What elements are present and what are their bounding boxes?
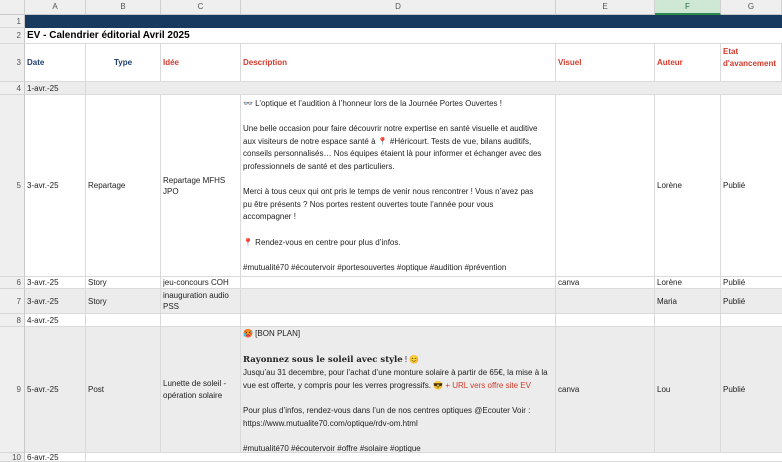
column-header-f[interactable]: F <box>655 0 721 15</box>
cell-f7[interactable]: Maria <box>655 289 721 314</box>
desc-line3-text: vue est offerte, y compris pour les verres progressifs. 😎 <box>243 380 446 390</box>
desc-line: pu être présents ? Nos portes restent ouvertes toute l’année pour vous <box>243 199 494 209</box>
header-auteur[interactable]: Auteur <box>655 44 721 82</box>
row-header-1[interactable]: 1 <box>0 15 25 28</box>
row-header-5[interactable]: 5 <box>0 95 25 277</box>
cell-c9[interactable]: Lunette de soleil - opération solaire <box>161 327 241 453</box>
header-etat[interactable]: Etat d'avancement <box>721 44 782 82</box>
cell-d5-description[interactable] <box>241 95 556 277</box>
desc-line: professionnels de santé et des particuliers. <box>243 161 395 171</box>
desc-spacer <box>243 392 553 405</box>
row-header-4[interactable]: 4 <box>0 82 25 95</box>
desc-spacer <box>243 341 553 354</box>
cell-c5[interactable]: Repartage MFHS JPO <box>161 95 241 277</box>
row-10-fill[interactable] <box>86 453 782 462</box>
column-header-b[interactable]: B <box>86 0 161 15</box>
cell-a6[interactable]: 3-avr.-25 <box>25 277 86 289</box>
select-all-corner[interactable] <box>0 0 25 15</box>
cell-a9[interactable]: 5-avr.-25 <box>25 327 86 453</box>
desc-line: Merci à tous ceux qui ont pris le temps de venir nous rencontrer ! Vous n’avez pas <box>243 187 534 197</box>
cell-a8[interactable]: 4-avr.-25 <box>25 314 86 327</box>
desc-heading-line <box>243 353 553 367</box>
cell-g5[interactable]: Publié <box>721 95 782 277</box>
cell-f8[interactable] <box>655 314 721 327</box>
sheet-title[interactable]: EV - Calendrier éditorial Avril 2025 <box>25 28 782 44</box>
desc-heading-tail: ! 😊 <box>402 355 420 365</box>
cell-b6[interactable]: Story <box>86 277 161 289</box>
desc-line <box>243 111 553 124</box>
desc-line <box>243 380 553 393</box>
header-visuel[interactable]: Visuel <box>556 44 655 82</box>
cell-d8[interactable] <box>241 314 556 327</box>
header-date[interactable]: Date <box>25 44 86 82</box>
row-4-fill[interactable] <box>86 82 782 95</box>
cell-a7[interactable]: 3-avr.-25 <box>25 289 86 314</box>
cell-a10[interactable]: 6-avr.-25 <box>25 453 86 462</box>
cell-f5[interactable]: Lorène <box>655 95 721 277</box>
cell-c8[interactable] <box>161 314 241 327</box>
cell-d9-description[interactable] <box>241 327 556 453</box>
column-header-c[interactable]: C <box>161 0 241 15</box>
column-header-a[interactable]: A <box>25 0 86 15</box>
cell-a4[interactable]: 1-avr.-25 <box>25 82 86 95</box>
cell-e7[interactable] <box>556 289 655 314</box>
row-header-8[interactable]: 8 <box>0 314 25 327</box>
cell-c7[interactable]: inauguration audio PSS <box>161 289 241 314</box>
desc-line <box>243 174 553 187</box>
cell-g6[interactable]: Publié <box>721 277 782 289</box>
cell-c6[interactable]: jeu-concours COH <box>161 277 241 289</box>
column-header-g[interactable]: G <box>721 0 782 15</box>
desc-line: accompagner ! <box>243 212 296 222</box>
cell-d6[interactable] <box>241 277 556 289</box>
cell-d7[interactable] <box>241 289 556 314</box>
row-header-2[interactable]: 2 <box>0 28 25 44</box>
row-header-9[interactable]: 9 <box>0 327 25 453</box>
desc-line <box>243 249 553 262</box>
desc-line: #mutualité70 #écoutervoir #portesouvertes #optique #audition #prévention <box>243 262 507 272</box>
desc-line: 🥵 [BON PLAN] <box>243 329 301 338</box>
banner-row[interactable] <box>25 15 782 28</box>
cell-b7[interactable]: Story <box>86 289 161 314</box>
cell-g7[interactable]: Publié <box>721 289 782 314</box>
desc-heading: Rayonnez sous le soleil avec style <box>243 355 403 366</box>
desc-line: Pour plus d’infos, rendez-vous dans l’un de nos centres optiques @Ecouter Voir : <box>243 405 531 415</box>
desc-spacer <box>243 430 553 443</box>
row-header-10[interactable]: 10 <box>0 453 25 462</box>
cell-e5[interactable] <box>556 95 655 277</box>
cell-b5[interactable]: Repartage <box>86 95 161 277</box>
row-header-6[interactable]: 6 <box>0 277 25 289</box>
header-idee[interactable]: Idée <box>161 44 241 82</box>
desc-line: 📍 Rendez-vous en centre pour plus d’infos. <box>243 237 401 247</box>
cell-a5[interactable]: 3-avr.-25 <box>25 95 86 277</box>
cell-g9[interactable]: Publié <box>721 327 782 453</box>
desc-line: https://www.mutualite70.com/optique/rdv-om.html <box>243 418 418 428</box>
cell-e9[interactable]: canva <box>556 327 655 453</box>
row-header-7[interactable]: 7 <box>0 289 25 314</box>
header-type[interactable]: Type <box>86 44 161 82</box>
desc-line: aux visiteurs de notre espace santé à 📍 #Héricourt. Tests de vue, bilans auditifs, <box>243 136 532 146</box>
desc-line: conseils personnalisés… Nos équipes étaient là pour informer et échanger avec des <box>243 149 542 159</box>
cell-e8[interactable] <box>556 314 655 327</box>
desc-line <box>243 224 553 237</box>
cell-b9[interactable]: Post <box>86 327 161 453</box>
header-description[interactable]: Description <box>241 44 556 82</box>
desc-line: #mutualité70 #écoutervoir #offre #solaire #optique <box>243 443 421 453</box>
column-header-e[interactable]: E <box>556 0 655 15</box>
cell-g8[interactable] <box>721 314 782 327</box>
cell-f9[interactable]: Lou <box>655 327 721 453</box>
desc-url-note: + URL vers offre site EV <box>445 380 531 390</box>
desc-line: Une belle occasion pour faire découvrir notre expertise en santé visuelle et auditive <box>243 124 538 134</box>
cell-b8[interactable] <box>86 314 161 327</box>
desc-line: Jusqu’au 31 decembre, pour l’achat d’une monture solaire à partir de 65€, la mise à la <box>243 368 548 378</box>
column-header-d[interactable]: D <box>241 0 556 15</box>
row-header-3[interactable]: 3 <box>0 44 25 82</box>
cell-f6[interactable]: Lorène <box>655 277 721 289</box>
desc-line: 👓 L’optique et l’audition à l’honneur lors de la Journée Portes Ouvertes ! <box>243 99 503 108</box>
cell-e6[interactable]: canva <box>556 277 655 289</box>
